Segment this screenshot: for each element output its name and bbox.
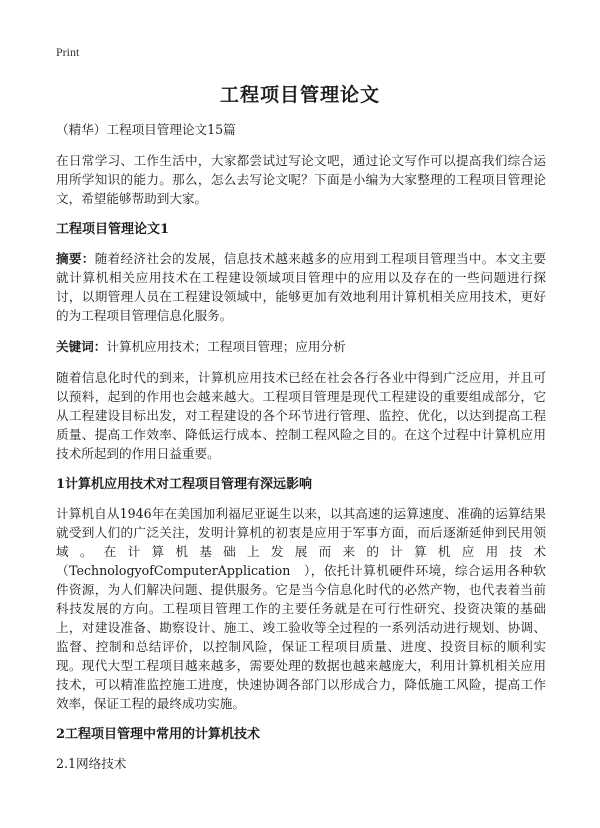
- subsection-heading-2-1: 2.1网络技术: [56, 756, 127, 771]
- print-link[interactable]: Print: [56, 45, 80, 59]
- abstract-label: 摘要：: [56, 251, 95, 266]
- intro-paragraph: 在日常学习、工作生活中，大家都尝试过写论文吧，通过论文写作可以提高我们综合运用所学知识的能力。那么，怎么去写论文呢？下面是小编为大家整理的工程项目管理论文，希望能够帮助到大家。: [56, 153, 546, 206]
- page-title: 工程项目管理论文: [219, 84, 380, 106]
- keywords-paragraph: [56, 337, 546, 356]
- article-body: [56, 120, 546, 773]
- keywords-text: 计算机应用技术；工程项目管理；应用分析: [106, 339, 346, 354]
- body-paragraph-2: 计算机自从1946年在美国加利福尼亚诞生以来，以其高速的运算速度、准确的运算结果就受到人们的广泛关注，发明计算机的初衷是应用于军事方面，而后逐渐延伸到民用领域。在计算机基础上发展而来的计算机应用技术（TechnologyofComputerApplication ），依托计算机硬件环境，综合运用各种软件资源，为人们解决问题、提供服务。它是当今信息化时代的必然产物，也代表着当前科技发展的方向。工程项目管理工作的主要任务就是在可行性研究、投资决策的基础上，对建设准备、勘察设计、施工、竣工验收等全过程的一系列活动进行规划、协调、监督、控制和总结评价，以控制风险，保证工程项目质量、进度、投资目标的顺利实现。现代大型工程项目越来越多，需要处理的数据也越来越庞大，利用计算机相关应用技术，可以精准监控施工进度，快速协调各部门以形成合力，降低施工风险，提高工作效率，保证工程的最终成功实施。: [56, 506, 546, 711]
- abstract-paragraph: [56, 249, 546, 325]
- body-paragraph-1: 随着信息化时代的到来，计算机应用技术已经在社会各行各业中得到广泛应用，并且可以预料，起到的作用也会越来越大。工程项目管理是现代工程建设的重要组成部分，它从工程建设目标出发，对工程建设的各个环节进行管理、监控、优化，以达到提高工程质量、提高工作效率、降低运行成本、控制工程风险之目的。在这个过程中计算机应用技术所起到的作用日益重要。: [56, 370, 546, 461]
- section-heading-paper-1: 工程项目管理论文1: [56, 222, 170, 237]
- article-subtitle: （精华）工程项目管理论文15篇: [56, 122, 236, 137]
- section-heading-2: 2工程项目管理中常用的计算机技术: [56, 727, 261, 742]
- keywords-label: 关键词：: [56, 339, 107, 354]
- section-heading-1: 1计算机应用技术对工程项目管理有深远影响: [56, 477, 313, 492]
- abstract-text: 随着经济社会的发展，信息技术越来越多的应用到工程项目管理当中。本文主要就计算机相关应用技术在工程建设领域项目管理中的应用以及存在的一些问题进行探讨，以期管理人员在工程建设领域中，能够更加有效地利用计算机相关应用技术，更好的为工程项目管理信息化服务。: [56, 251, 547, 323]
